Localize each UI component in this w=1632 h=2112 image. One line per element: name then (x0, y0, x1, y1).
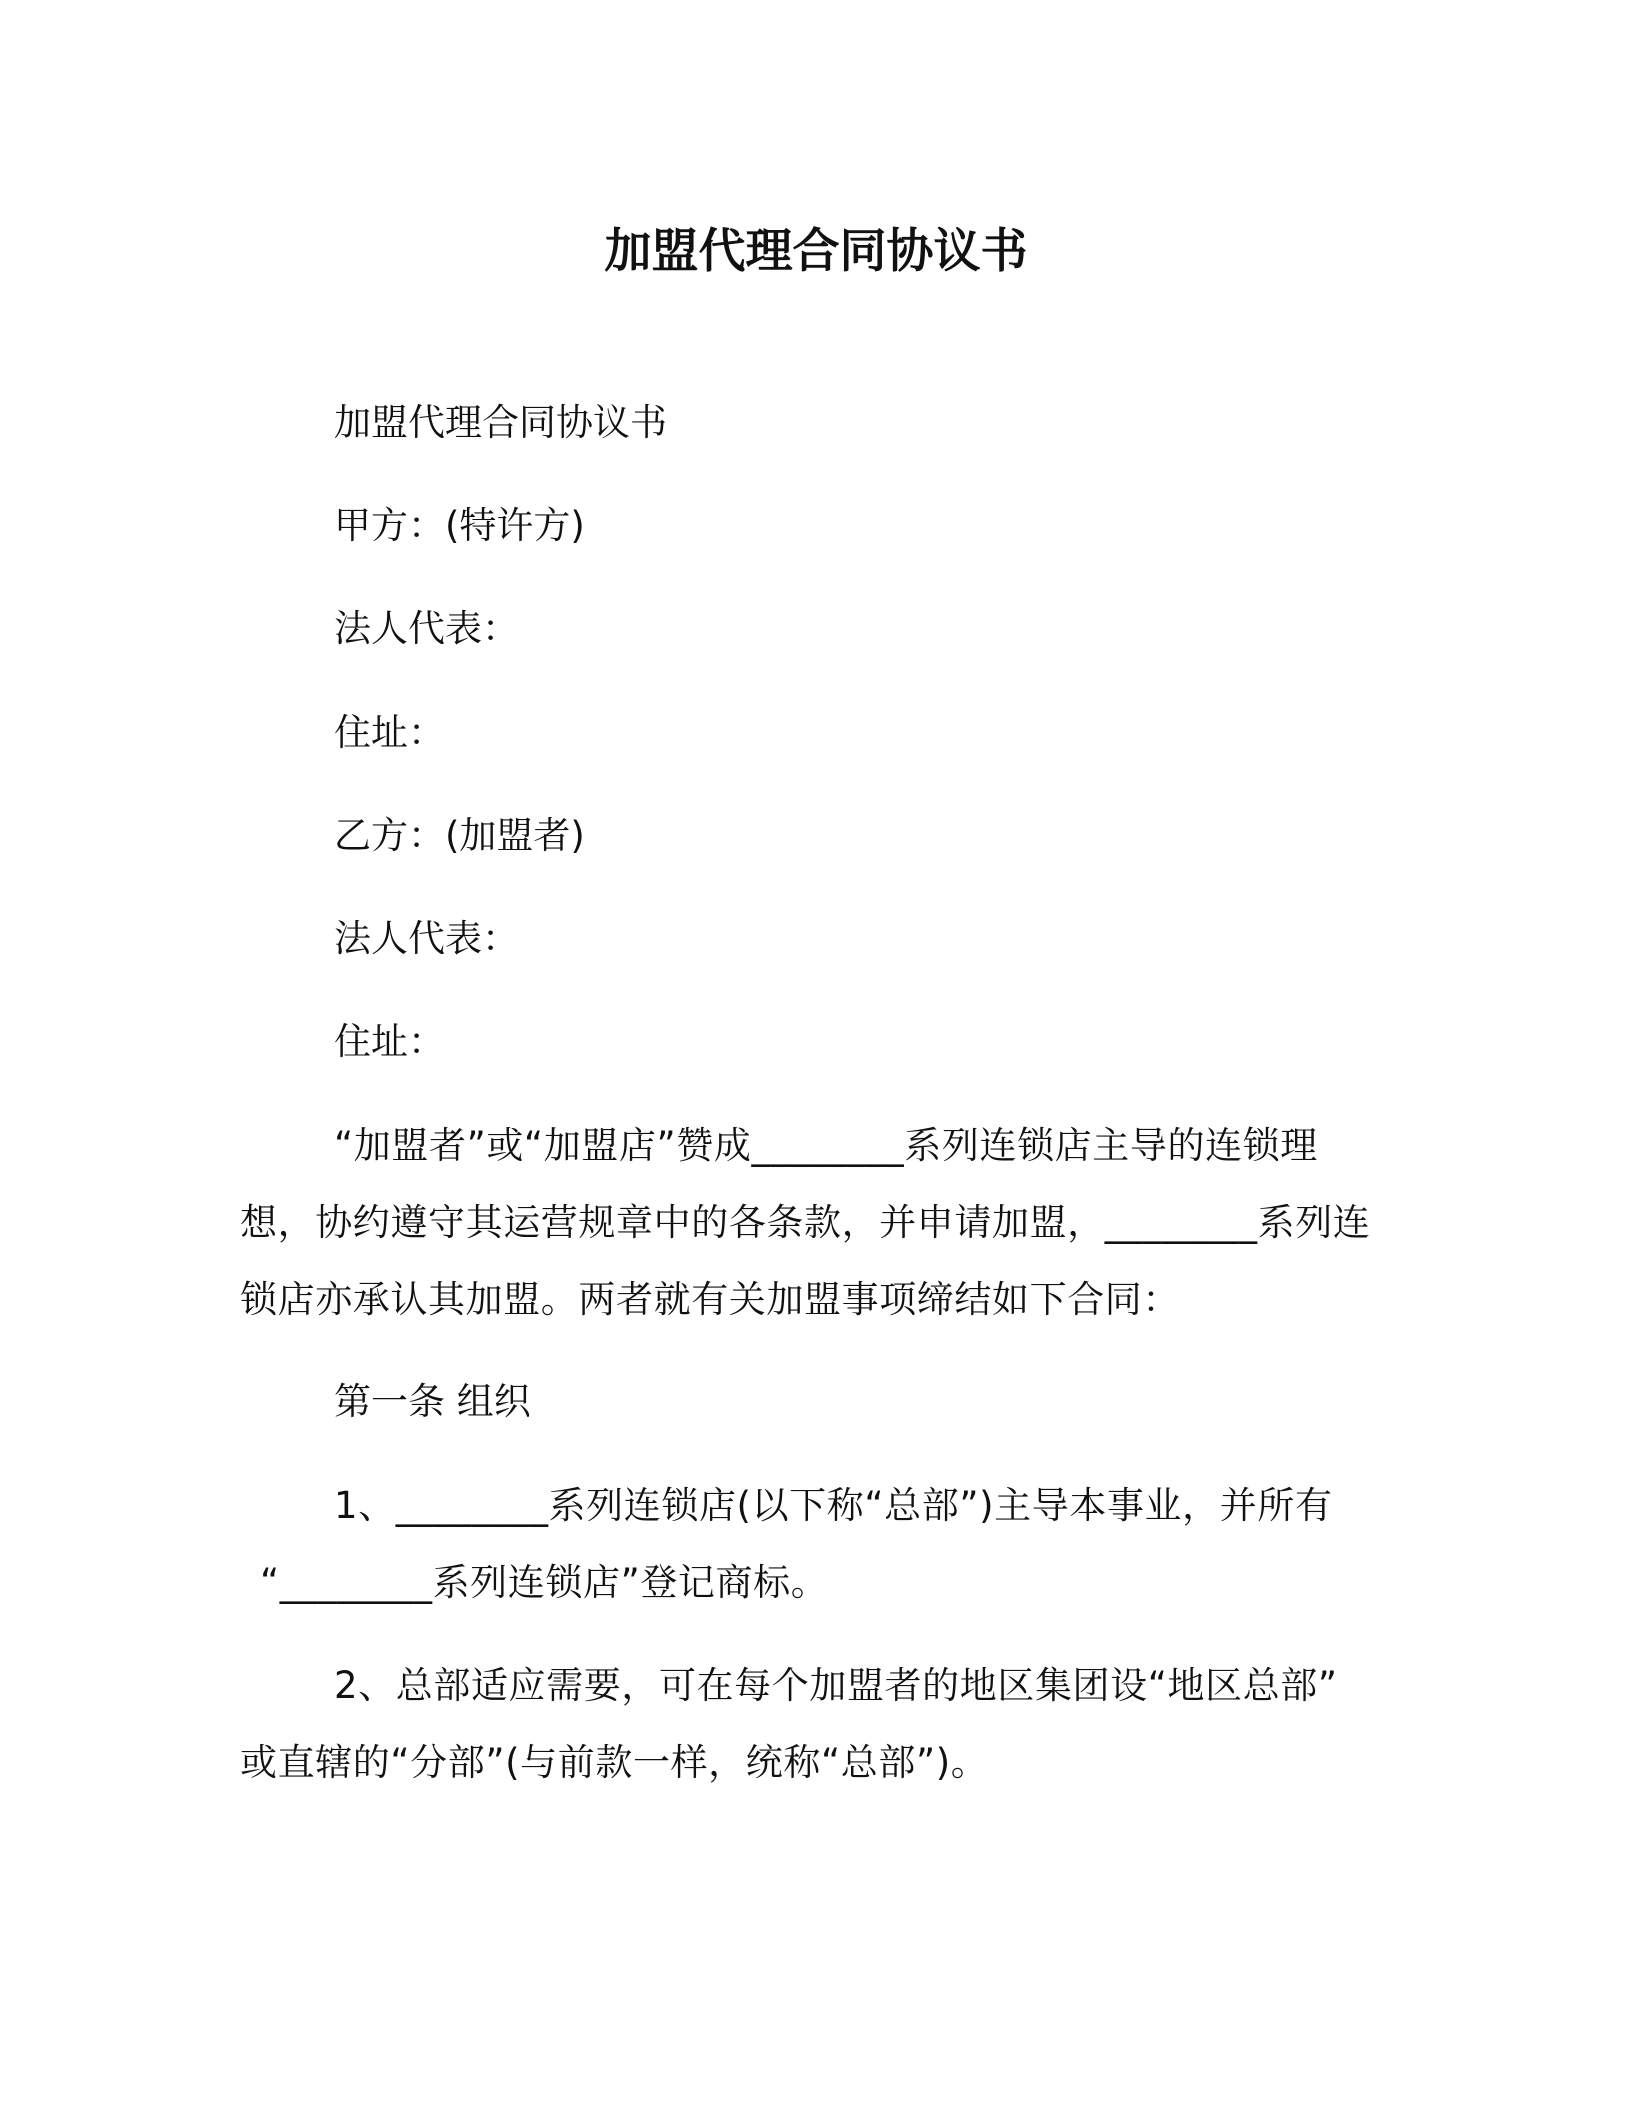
intro-line: 锁店亦承认其加盟。两者就有关加盟事项缔结如下合同： (240, 1278, 1180, 1321)
clause-1-line: “________系列连锁店”登记商标。 (260, 1561, 829, 1604)
document-title: 加盟代理合同协议书 (604, 224, 1028, 279)
party-a-address-line: 住址： (334, 711, 445, 754)
subtitle-line: 加盟代理合同协议书 (334, 401, 667, 444)
article-1-heading: 第一条 组织 (334, 1380, 531, 1423)
intro-line: “加盟者”或“加盟店”赞成________系列连锁店主导的连锁理 (334, 1124, 1318, 1167)
intro-line: 想，协约遵守其运营规章中的各条款，并申请加盟，________系列连 (240, 1201, 1371, 1244)
party-b-legal-rep-line: 法人代表： (334, 917, 519, 960)
clause-2-paragraph (240, 1647, 1385, 1801)
intro-paragraph (240, 1107, 1385, 1338)
party-a-line: 甲方：(特许方) (334, 504, 585, 547)
clause-1-line: 1、________系列连锁店(以下称“总部”)主导本事业，并所有 (334, 1484, 1333, 1527)
clause-1-paragraph (240, 1467, 1385, 1621)
party-a-legal-rep-line: 法人代表： (334, 607, 519, 650)
clause-2-line: 2、总部适应需要，可在每个加盟者的地区集团设“地区总部” (334, 1664, 1338, 1707)
party-b-line: 乙方：(加盟者) (334, 814, 585, 857)
party-b-address-line: 住址： (334, 1020, 445, 1063)
clause-2-line: 或直辖的“分部”(与前款一样，统称“总部”)。 (240, 1741, 989, 1784)
